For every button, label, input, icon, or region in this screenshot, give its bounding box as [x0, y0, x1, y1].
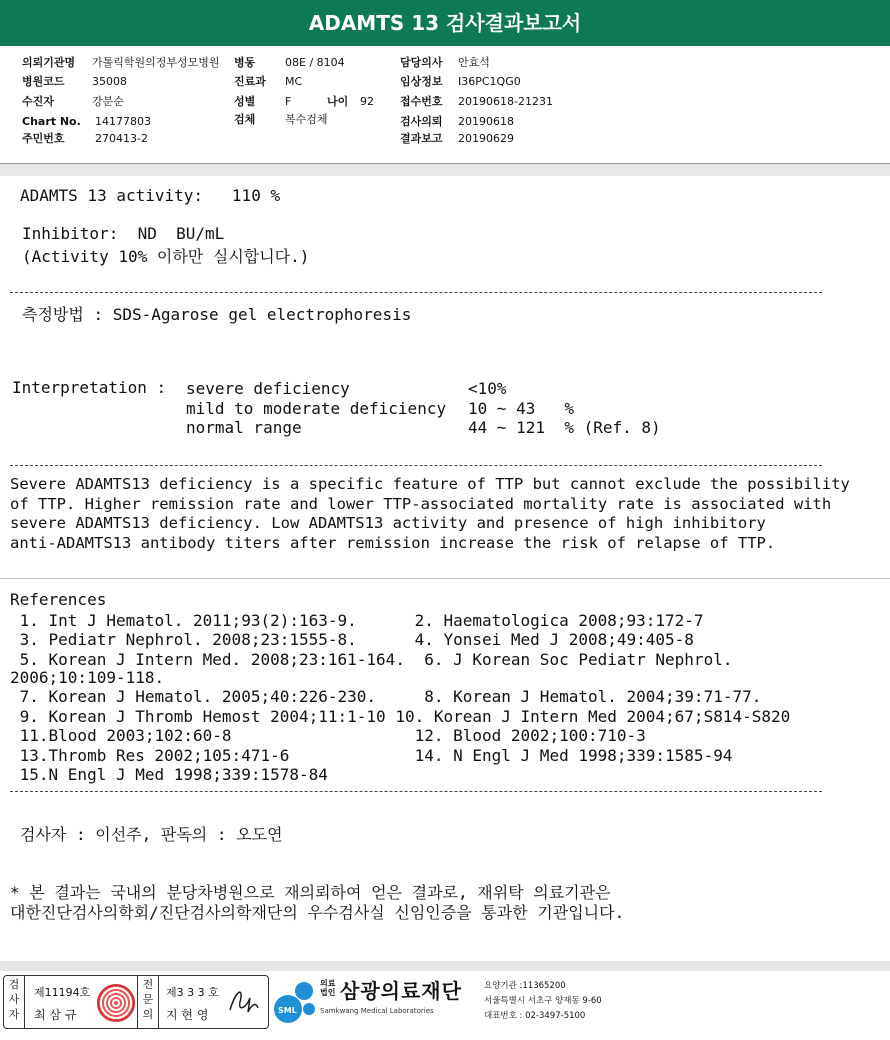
hospital-code-label: 병원코드: [22, 75, 65, 88]
patient-label: 수진자: [22, 95, 54, 108]
interp-range-normal: 44 ~ 121 % (Ref. 8): [468, 418, 661, 437]
reference-line: 3. Pediatr Nephrol. 2008;23:1555-8. 4. Yonsei Med J 2008;49:405-8: [10, 630, 694, 649]
report-header: [0, 46, 890, 165]
seal-stamp-icon: [97, 984, 135, 1022]
reference-line: 7. Korean J Hematol. 2005;40:226-230. 8. Korean J Hematol. 2004;39:71-77.: [10, 687, 762, 706]
lab-prefix: 의료법인: [320, 979, 336, 997]
interp-name-severe: severe deficiency: [186, 379, 350, 398]
institution-label: 의뢰기관명: [22, 56, 76, 69]
report-date-label: 결과보고: [400, 132, 443, 145]
reference-line: 15.N Engl J Med 1998;339:1578-84: [10, 765, 328, 784]
interp-name-mild: mild to moderate deficiency: [186, 399, 447, 418]
ward-value: 08E / 8104: [285, 56, 345, 69]
comment-line: anti-ADAMTS13 antibody titers after remission increase the risk of relapse of TTP.: [10, 534, 776, 552]
comment-line: of TTP. Higher remission rate and lower TTP-associated mortality rate is associated with: [10, 495, 832, 513]
interp-range-severe: <10%: [468, 379, 507, 398]
lab-info: [272, 975, 602, 1027]
patient-value: 강분순: [92, 95, 124, 108]
lab-address: 서울특별시 서초구 양재동 9-60: [484, 996, 602, 1006]
inhibitor-note: (Activity 10% 이하만 실시합니다.): [22, 247, 310, 266]
specimen-value: 복수검체: [285, 113, 328, 126]
inhibitor-result: Inhibitor: ND BU/mL: [22, 224, 225, 243]
report-date-value: 20190629: [458, 132, 514, 145]
report-title: ADAMTS 13 검사결과보고서: [0, 0, 890, 46]
references-title: References: [10, 590, 107, 609]
age-value: 92: [360, 95, 374, 108]
notice-line: * 본 결과는 국내의 분당차병원으로 재의뢰하여 얻은 결과로, 재위탁 의료기관은: [10, 883, 611, 902]
ward-label: 병동: [234, 56, 256, 69]
footer-divider: [0, 961, 890, 971]
reference-line: 9. Korean J Thromb Hemost 2004;11:1-10 10. Korean J Intern Med 2004;67;S814-S820: [10, 707, 791, 726]
specimen-label: 검체: [234, 113, 256, 126]
lab-code: 요양기관 :11365200: [484, 981, 566, 991]
lab-english-name: Samkwang Medical Laboratories: [320, 1007, 434, 1015]
department-label: 진료과: [234, 75, 266, 88]
comment-line: severe ADAMTS13 deficiency. Low ADAMTS13 activity and presence of high inhibitory: [10, 514, 766, 532]
sml-logo-icon: [272, 977, 318, 1025]
section-divider: [0, 578, 890, 579]
reference-line: 13.Thromb Res 2002;105:471-6 14. N Engl J Med 1998;339:1585-94: [10, 746, 733, 765]
institution-value: 가톨릭학원의정부성모병원: [92, 56, 220, 69]
examiner-name: 최 삼 규: [34, 1008, 77, 1022]
signoff-text: 검사자 : 이선주, 판독의 : 오도연: [20, 825, 283, 844]
id-label: 주민번호: [22, 132, 65, 145]
signature-box: [3, 975, 269, 1029]
chart-value: 14177803: [95, 115, 151, 128]
method-text: 측정방법 : SDS-Agarose gel electrophoresis: [22, 305, 412, 324]
interp-name-normal: normal range: [186, 418, 302, 437]
activity-result: ADAMTS 13 activity: 110 %: [20, 186, 281, 205]
signature-icon: [226, 984, 262, 1018]
department-value: MC: [285, 75, 303, 88]
id-value: 270413-2: [95, 132, 148, 145]
reference-line: 11.Blood 2003;102:60-8 12. Blood 2002;100:710-3: [10, 726, 646, 745]
clinical-info-label: 임상정보: [400, 75, 443, 88]
interp-range-mild: 10 ~ 43 %: [468, 399, 574, 418]
hospital-code-value: 35008: [92, 75, 127, 88]
separator-line: [10, 292, 822, 294]
doctor-label: 담당의사: [400, 56, 443, 69]
lab-phone: 대표번호 : 02-3497-5100: [484, 1011, 586, 1021]
lab-name: 삼광의료재단: [340, 979, 462, 1003]
interpretation-label: Interpretation :: [12, 378, 167, 397]
reference-line: 2006;10:109-118.: [10, 668, 165, 687]
sex-value: F: [285, 95, 292, 108]
comment-line: Severe ADAMTS13 deficiency is a specific feature of TTP but cannot exclude the possibility: [10, 475, 850, 493]
separator-line: [10, 465, 822, 467]
reference-line: 1. Int J Hematol. 2011;93(2):163-9. 2. Haematologica 2008;93:172-7: [10, 611, 704, 630]
specialist-license: 제3 3 3 호: [166, 986, 219, 999]
separator-line: [10, 791, 822, 793]
receipt-value: 20190618-21231: [458, 95, 553, 108]
request-date-label: 검사의뢰: [400, 115, 443, 128]
header-divider: [0, 164, 890, 176]
sex-label: 성별: [234, 95, 256, 108]
specialist-name: 지 현 영: [166, 1008, 209, 1022]
sml-logo-text: SML: [278, 1006, 297, 1015]
receipt-label: 접수번호: [400, 95, 443, 108]
reference-line: 5. Korean J Intern Med. 2008;23:161-164. 6. J Korean Soc Pediatr Nephrol.: [10, 650, 733, 669]
request-date-value: 20190618: [458, 115, 514, 128]
examiner-license: 제11194호: [34, 986, 91, 999]
notice-line: 대한진단검사의학회/진단검사의학재단의 우수검사실 신임인증을 통과한 기관입니다.: [10, 903, 625, 922]
chart-label: Chart No.: [22, 115, 81, 128]
doctor-value: 안효석: [458, 56, 490, 69]
examiner-vertical-label: 검 사 자: [4, 976, 25, 1028]
specialist-vertical-label: 전 문 의: [137, 976, 159, 1028]
age-label: 나이: [327, 95, 349, 108]
clinical-info-value: I36PC1QG0: [458, 75, 521, 88]
